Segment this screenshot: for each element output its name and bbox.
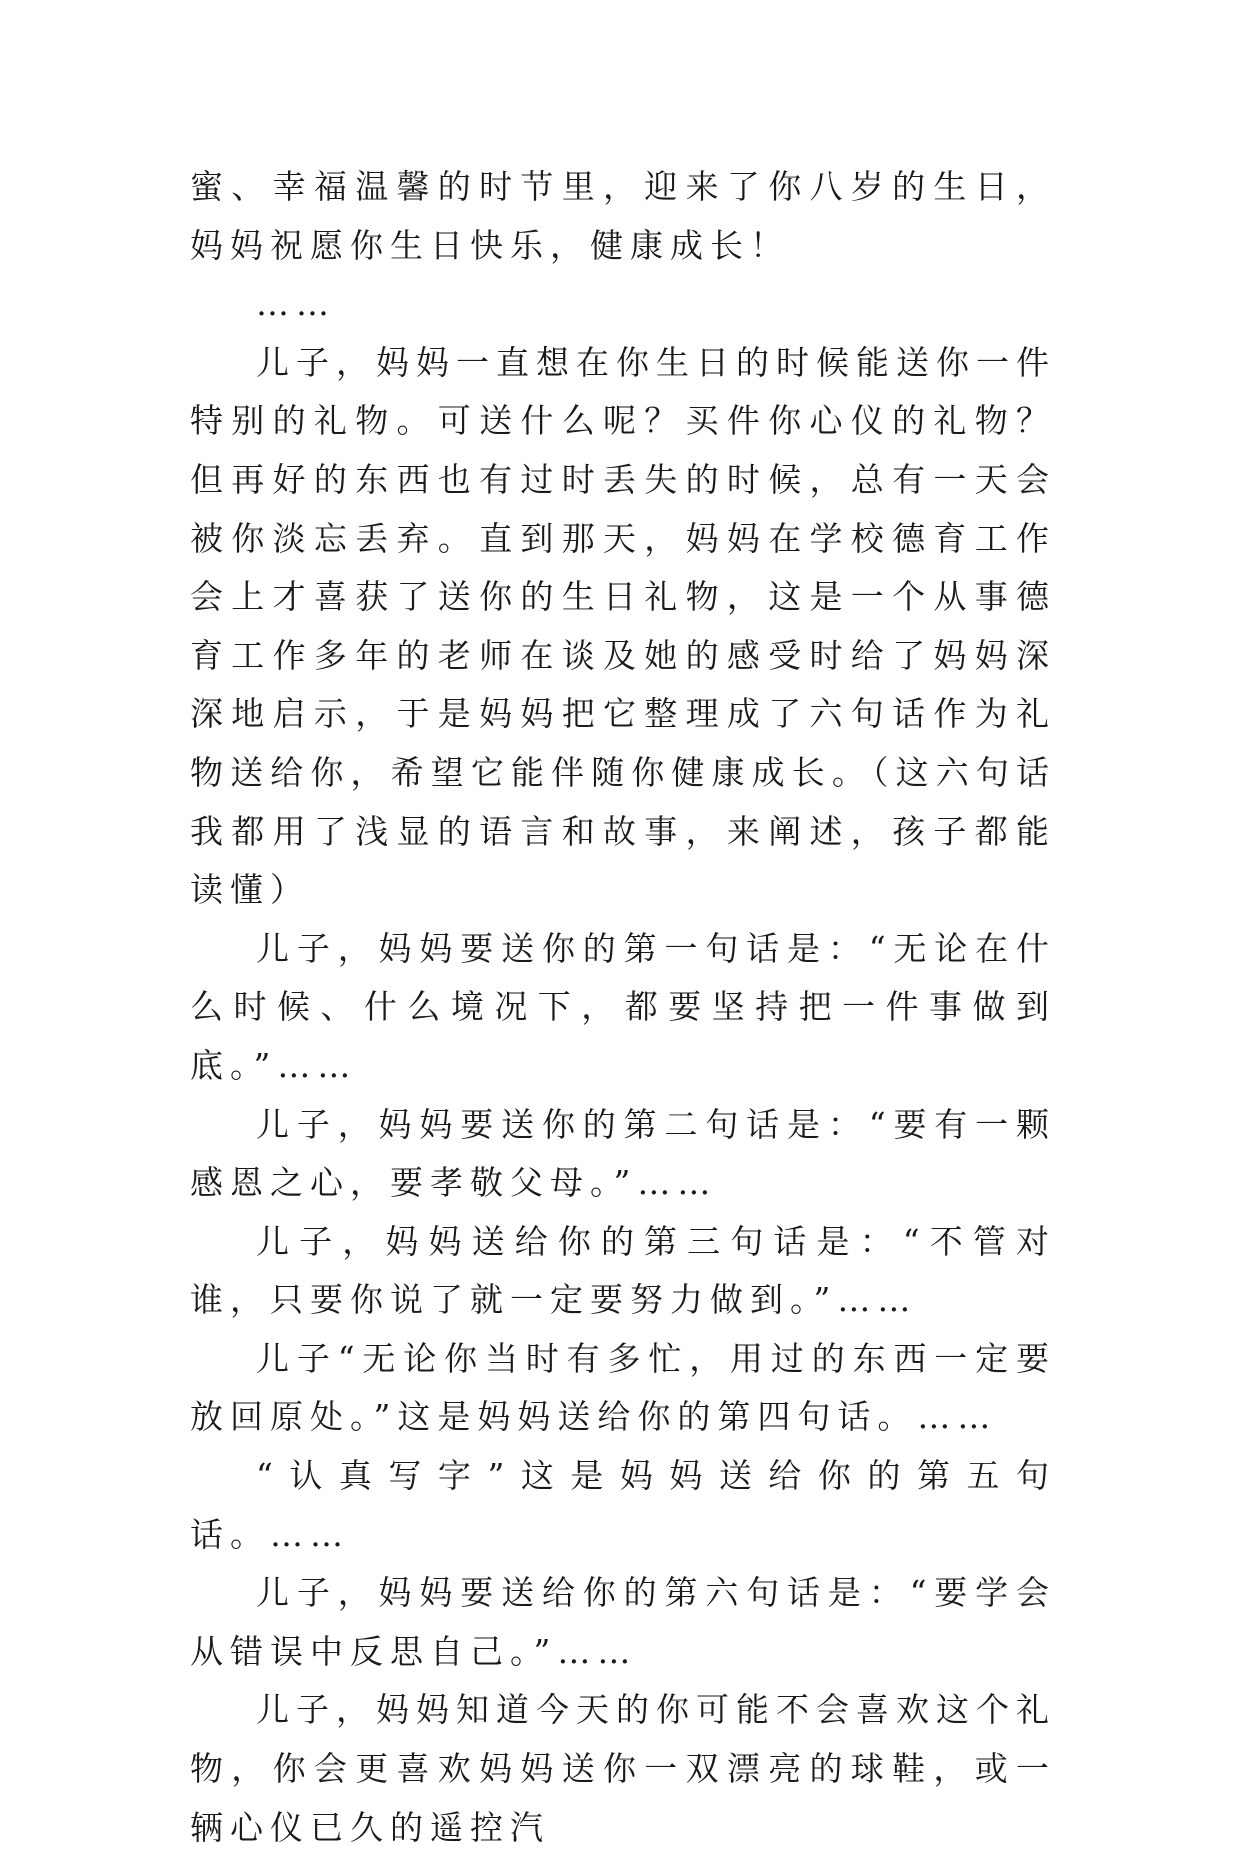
document-page bbox=[190, 158, 1056, 1857]
paragraph-first-sentence: 儿子，妈妈要送你的第一句话是：“无论在什么时候、什么境况下，都要坚持把一件事做到底。”…… bbox=[190, 928, 1056, 1085]
paragraph-closing: 儿子，妈妈知道今天的你可能不会喜欢这个礼物，你会更喜欢妈妈送你一双漂亮的球鞋，或一辆心仪已久的遥控汽 bbox=[190, 1690, 1056, 1847]
paragraph-ellipsis: …… bbox=[256, 284, 336, 324]
paragraph-sixth-sentence: 儿子，妈妈要送给你的第六句话是：“要学会从错误中反思自己。”…… bbox=[190, 1573, 1056, 1671]
paragraph-continuation: 蜜、幸福温馨的时节里，迎来了你八岁的生日，妈妈祝愿你生日快乐，健康成长！ bbox=[190, 167, 1056, 265]
paragraph-fifth-sentence: “认真写字”这是妈妈送给你的第五句话。…… bbox=[190, 1456, 1056, 1554]
paragraph-third-sentence: 儿子，妈妈送给你的第三句话是：“不管对谁，只要你说了就一定要努力做到。”…… bbox=[190, 1221, 1056, 1320]
paragraph-gift-intro: 儿子，妈妈一直想在你生日的时候能送你一件特别的礼物。可送什么呢？买件你心仪的礼物？但再好的东西也有过时丢失的时候，总有一天会被你淡忘丢弃。直到那天，妈妈在学校德育工作会上才喜获了送你的生日礼物，这是一个从事德育工作多年的老师在谈及她的感受时给了妈妈深深地启示，于是妈妈把它整理成了六句话作为礼物送给你，希望它能伴随你健康成长。（这六句话我都用了浅显的语言和故事，来阐述，孩子都能读懂） bbox=[190, 342, 1056, 910]
paragraph-second-sentence: 儿子，妈妈要送你的第二句话是：“要有一颗感恩之心，要孝敬父母。”…… bbox=[190, 1104, 1056, 1203]
paragraph-fourth-sentence: 儿子“无论你当时有多忙，用过的东西一定要放回原处。”这是妈妈送给你的第四句话。…… bbox=[190, 1338, 1056, 1437]
